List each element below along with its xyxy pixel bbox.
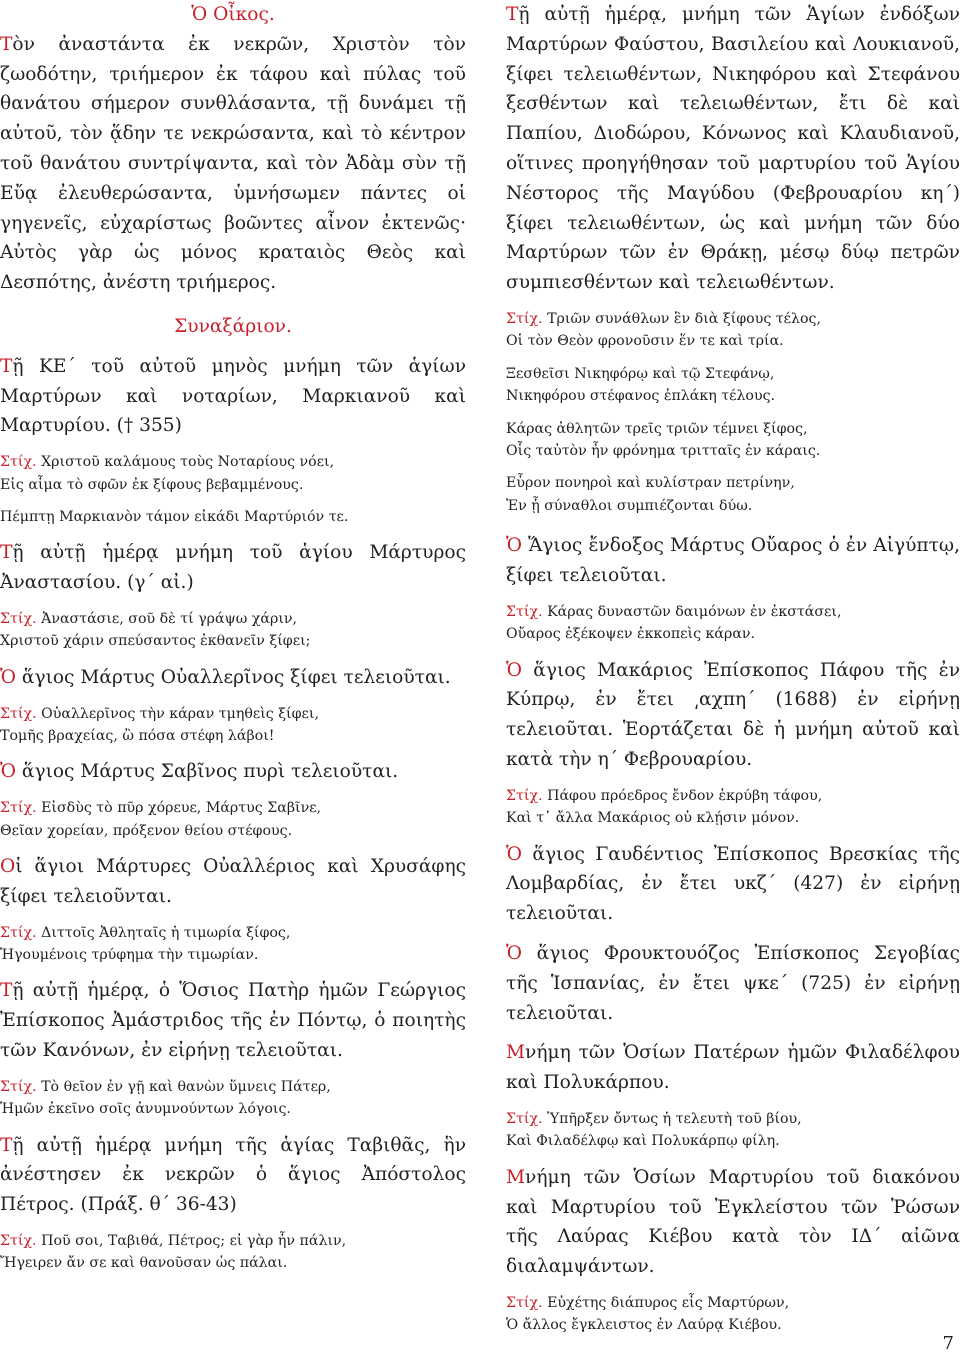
entry-text: ῇ ΚΕ΄ τοῦ αὐτοῦ μηνὸς μνήμη τῶν ἁγίων Μαρτύρων καὶ νοταρίων, Μαρκιανοῦ καὶ Μαρτυρίου. († 355) xyxy=(0,355,466,437)
verse-line: Τομῆς βραχείας, ὢ πόσα στέφη λάβοι! xyxy=(0,727,275,744)
right-column xyxy=(506,0,960,1337)
verse-line: Κάρας ἀθλητῶν τρεῖς τριῶν τέμνει ξίφος, xyxy=(506,420,808,437)
verse-line: Κάρας δυναστῶν δαιμόνων ἐν ἐκστάσει, xyxy=(547,603,842,620)
initial-letter: Ὁ xyxy=(0,666,16,688)
initial-letter: Τ xyxy=(506,4,519,25)
verse-block xyxy=(506,1292,960,1337)
initial-letter: Ὁ xyxy=(506,535,522,557)
verse-line: Εὐχέτης διάπυρος εἷς Μαρτύρων, xyxy=(547,1295,790,1311)
entry-text: ἅγιος Μάρτυς Σαβῖνος πυρὶ τελειοῦται. xyxy=(15,761,399,783)
stix-label: Στίχ. xyxy=(0,610,37,627)
initial-letter: Τ xyxy=(0,542,13,564)
verse-line: Εἰς αἷμα τὸ σφῶν ἐκ ξίφους βεβαμμένους. xyxy=(0,476,304,493)
stix-label: Στίχ. xyxy=(0,1078,37,1095)
entry-text: ἅγιος Μακάριος Ἐπίσκοπος Πάφου τῆς ἐν Κύπρῳ, ἐν ἔτει ͵αχπη΄ (1688) ἐν εἰρήνῃ τελειοῦται. Ἑορτάζεται δὲ ἡ μνήμη αὐτοῦ καὶ κατὰ τὴν η΄ Φεβρουαρίου. xyxy=(506,659,960,771)
entry-text: ῇ αὐτῇ ἡμέρᾳ, ὁ Ὅσιος Πατὴρ ἡμῶν Γεώργιος Ἐπίσκοπος Ἀμάστριδος τῆς ἐν Πόντῳ, ὁ ποιητὴς τῶν Κανόνων, ἐν εἰρήνῃ τελειοῦται. xyxy=(0,980,466,1061)
entry-tabitha xyxy=(0,1131,466,1220)
verse-line: Ἐν ᾗ σύναθλοι συμπιέζονται δύω. xyxy=(506,497,753,514)
verse-line: Καὶ Φιλαδέλφῳ καὶ Πολυκάρπῳ φίλη. xyxy=(506,1133,780,1150)
verse-line: Τὸ θεῖον ἐν γῇ καὶ θανὼν ὕμνεις Πάτερ, xyxy=(41,1078,331,1095)
entry-markianos xyxy=(0,352,466,441)
entry-text: νήμη τῶν Ὁσίων Μαρτυρίου τοῦ διακόνου καὶ Μαρτυρίου τοῦ Ἐγκλείστου τῶν Ῥώσων τῆς Λαύρας Κιέβου κατὰ τὸν ΙΔ΄ αἰῶνα διαλαμψάντων. xyxy=(506,1166,960,1278)
verse-line: Ἡγουμένοις τρύφημα τὴν τιμωρίαν. xyxy=(0,947,259,963)
entry-georgios xyxy=(0,976,466,1065)
stix-label: Στίχ. xyxy=(0,454,37,471)
verse-line: Πέμπτῃ Μαρκιανὸν τάμον εἰκάδι Μαρτύριόν τε. xyxy=(0,508,349,525)
entry-text: ἅγιος Γαυδέντιος Ἐπίσκοπος Βρεσκίας τῆς Λομβαρδίας, ἐν ἔτει υκζ΄ (427) ἐν εἰρήνῃ τελειοῦται. xyxy=(506,843,960,925)
verse-line: Χριστοῦ καλάμους τοὺς Νοταρίους νόει, xyxy=(41,454,335,471)
verse-block xyxy=(0,703,466,748)
initial-letter: Ὁ xyxy=(506,843,522,865)
verse-line: Οἷς ταὐτὸν ἦν φρόνημα τριτταῖς ἐν κάραις. xyxy=(506,443,821,459)
initial-letter: Ὁ xyxy=(506,659,522,681)
initial-letter: Τ xyxy=(0,33,13,55)
stix-label: Στίχ. xyxy=(0,800,37,817)
stix-label: Στίχ. xyxy=(506,787,543,804)
verse-line: Χριστοῦ χάριν σπεύσαντος ἐκθανεῖν ξίφει; xyxy=(0,633,311,650)
entry-text: Ἅγιος ἔνδοξος Μάρτυς Οὔαρος ὁ ἐν Αἰγύπτῳ, ξίφει τελειοῦται. xyxy=(506,535,960,587)
initial-letter: Τ xyxy=(0,1134,13,1156)
entry-faustos-and-companions xyxy=(506,0,960,298)
verse-block xyxy=(506,308,960,353)
initial-letter: Ο xyxy=(0,856,16,877)
left-column xyxy=(0,0,466,1275)
verse-block xyxy=(506,785,960,830)
verse-block xyxy=(0,1230,466,1275)
entry-text: ῇ αὐτῇ ἡμέρᾳ, μνήμη τῶν Ἁγίων ἐνδόξων Μαρτύρων Φαύστου, Βασιλείου καὶ Λουκιανοῦ, ξίφει τελειωθέντων, Νικηφόρου καὶ Στεφάνου ξεσθέντων καὶ τελειωθέντων, ἔτι δὲ καὶ Παπίου, Διοδώρου, Κόνωνος καὶ Κλαυδιανοῦ, οἵτινες προηγήθησαν τοῦ μαρτυρίου τοῦ Ἁγίου Νέστορος τῆς Μαγύδου (Φεβρουαρίου κη΄) ξίφει τελειωθέντων, ὡς καὶ μνήμη τῶν δύο Μαρτύρων τῶν ἐν Θράκῃ, μέσῳ δύῳ πετρῶν συμπιεσθέντων καὶ τελειωθέντων. xyxy=(506,4,960,294)
verse-line: Ὑπῆρξεν ὄντως ἡ τελευτὴ τοῦ βίου, xyxy=(547,1111,802,1127)
verse-line: Ὁ ἄλλος ἔγκλειστος ἐν Λαύρᾳ Κιέβου. xyxy=(506,1317,782,1334)
verse-block xyxy=(506,418,960,463)
verse-block xyxy=(0,608,466,653)
stix-label: Στίχ. xyxy=(0,705,37,722)
verse-line: Νικηφόρου στέφανος ἐπλάκη τέλους. xyxy=(506,388,776,405)
verse-block xyxy=(506,601,960,646)
stix-label: Στίχ. xyxy=(506,1111,543,1127)
verse-line: Ἤγειρεν ἄν σε καὶ θανοῦσαν ὡς πάλαι. xyxy=(0,1255,288,1272)
stix-label: Στίχ. xyxy=(0,924,37,941)
entry-valerios-chrysafis xyxy=(0,852,466,912)
verse-block xyxy=(0,1076,466,1121)
synaxarion-title: Συναξάριον. xyxy=(174,315,292,337)
verse-block xyxy=(0,797,466,842)
entry-text: ἅγιος Φρουκτουόζος Ἐπίσκοπος Σεγοβίας τῆς Ἱσπανίας, ἐν ἔτει ψκε΄ (725) ἐν εἰρήνῃ τελειοῦται. xyxy=(506,943,960,1024)
oikos-body: ὸν ἀναστάντα ἐκ νεκρῶν, Χριστὸν τὸν ζωοδότην, τριήμερον ἐκ τάφου καὶ πύλας τοῦ θανάτου σήμερον συνθλάσαντα, τῇ δυνάμει τῇ αὐτοῦ, τὸν ᾅδην τε νεκρώσαντα, καὶ τὸ κέντρον τοῦ θανάτου συντρίψαντα, καὶ τὸν Ἀδὰμ σὺν τῇ Εὔᾳ ἐλευθερώσαντα, ὑμνήσωμεν πάντες οἱ γηγενεῖς, εὐχαρίστως βοῶντες αἶνον ἐκτενῶς· Αὐτὸς γὰρ ὡς μόνος κραταιὸς Θεὸς καὶ Δεσπότης, ἀνέστη τριήμερος. xyxy=(0,33,466,294)
entry-valerinos xyxy=(0,663,466,693)
page-number: 7 xyxy=(942,1333,954,1354)
verse-line: Τριῶν συνάθλων ἓν διὰ ξίφους τέλος, xyxy=(547,310,821,327)
verse-line: Πάφου πρόεδρος ἔνδον ἐκρύβη τάφου, xyxy=(547,787,823,804)
entry-martyrios xyxy=(506,1163,960,1282)
verse-line: Οὔαρος ἐξέκοψεν ἐκκοπεὶς κάραν. xyxy=(506,626,756,643)
verse-block xyxy=(0,451,466,496)
initial-letter: Τ xyxy=(0,980,13,1002)
entry-makarios xyxy=(506,656,960,775)
verse-line: Διττοῖς Ἀθληταῖς ἡ τιμωρία ξίφος, xyxy=(41,924,291,941)
initial-letter: Τ xyxy=(0,355,13,377)
verse-line: Ποῦ σοι, Ταβιθά, Πέτρος; εἰ γὰρ ἦν πάλιν, xyxy=(41,1233,347,1249)
verse-line: Εἰσδὺς τὸ πῦρ χόρευε, Μάρτυς Σαβῖνε, xyxy=(41,800,322,817)
verse-line: Καὶ τ᾽ ἄλλα Μακάριος οὐ κλῄσιν μόνον. xyxy=(506,810,800,827)
verse-line: Οὐαλλερῖνος τὴν κάραν τμηθεὶς ξίφει, xyxy=(41,705,319,722)
verse-line: Εὗρον πονηροὶ καὶ κυλίστραν πετρίνην, xyxy=(506,475,795,492)
entry-ouaros xyxy=(506,531,960,591)
entry-text: ἱ ἅγιοι Μάρτυρες Οὐαλλέριος καὶ Χρυσάφης ξίφει τελειοῦνται. xyxy=(0,856,466,907)
oikos-text xyxy=(0,30,466,298)
entry-gaudentios xyxy=(506,840,960,929)
verse-line: Οἱ τὸν Θεὸν φρονοῦσιν ἕν τε καὶ τρία. xyxy=(506,333,784,350)
stix-label: Στίχ. xyxy=(0,1233,37,1249)
stix-label: Στίχ. xyxy=(506,310,543,327)
initial-letter: Μ xyxy=(506,1166,526,1188)
verse-line: Ἀναστάσιε, σοῦ δὲ τί γράψω χάριν, xyxy=(41,610,298,627)
stix-label: Στίχ. xyxy=(506,603,543,620)
verse-block xyxy=(506,472,960,517)
entry-savinos xyxy=(0,757,466,787)
entry-philadelphos-polykarpos xyxy=(506,1038,960,1098)
verse-line: Ξεσθεῖσι Νικηφόρῳ καὶ τῷ Στεφάνῳ, xyxy=(506,365,775,382)
entry-text: νήμη τῶν Ὁσίων Πατέρων ἡμῶν Φιλαδέλφου καὶ Πολυκάρπου. xyxy=(506,1042,960,1094)
entry-anastasios xyxy=(0,538,466,598)
entry-fructuosus xyxy=(506,939,960,1028)
initial-letter: Μ xyxy=(506,1042,526,1064)
verse-block xyxy=(0,922,466,967)
initial-letter: Ὁ xyxy=(0,761,16,783)
initial-letter: Ὁ xyxy=(506,943,522,965)
stix-label: Στίχ. xyxy=(506,1295,543,1311)
verse-line: Θεῖαν χορείαν, πρόξενον θείου στέφους. xyxy=(0,822,293,839)
entry-text: ῇ αὐτῇ ἡμέρᾳ μνήμη τῆς ἁγίας Ταβιθᾶς, ἣν ἀνέστησεν ἐκ νεκρῶν ὁ ἅγιος Ἀπόστολος Πέτρος. (Πράξ. θ΄ 36-43) xyxy=(0,1134,466,1216)
entry-text: ῇ αὐτῇ ἡμέρᾳ μνήμη τοῦ ἁγίου Μάρτυρος Ἀναστασίου. (γ΄ αἰ.) xyxy=(0,542,466,594)
verse-line: Ἡμῶν ἐκεῖνο σοῖς ἀνυμνούντων λόγοις. xyxy=(0,1101,291,1118)
verse-block xyxy=(506,1108,960,1153)
oikos-title: Ὁ Οἶκος. xyxy=(191,4,275,25)
entry-text: ἅγιος Μάρτυς Οὐαλλερῖνος ξίφει τελειοῦται. xyxy=(15,666,451,688)
verse-block xyxy=(506,363,960,408)
